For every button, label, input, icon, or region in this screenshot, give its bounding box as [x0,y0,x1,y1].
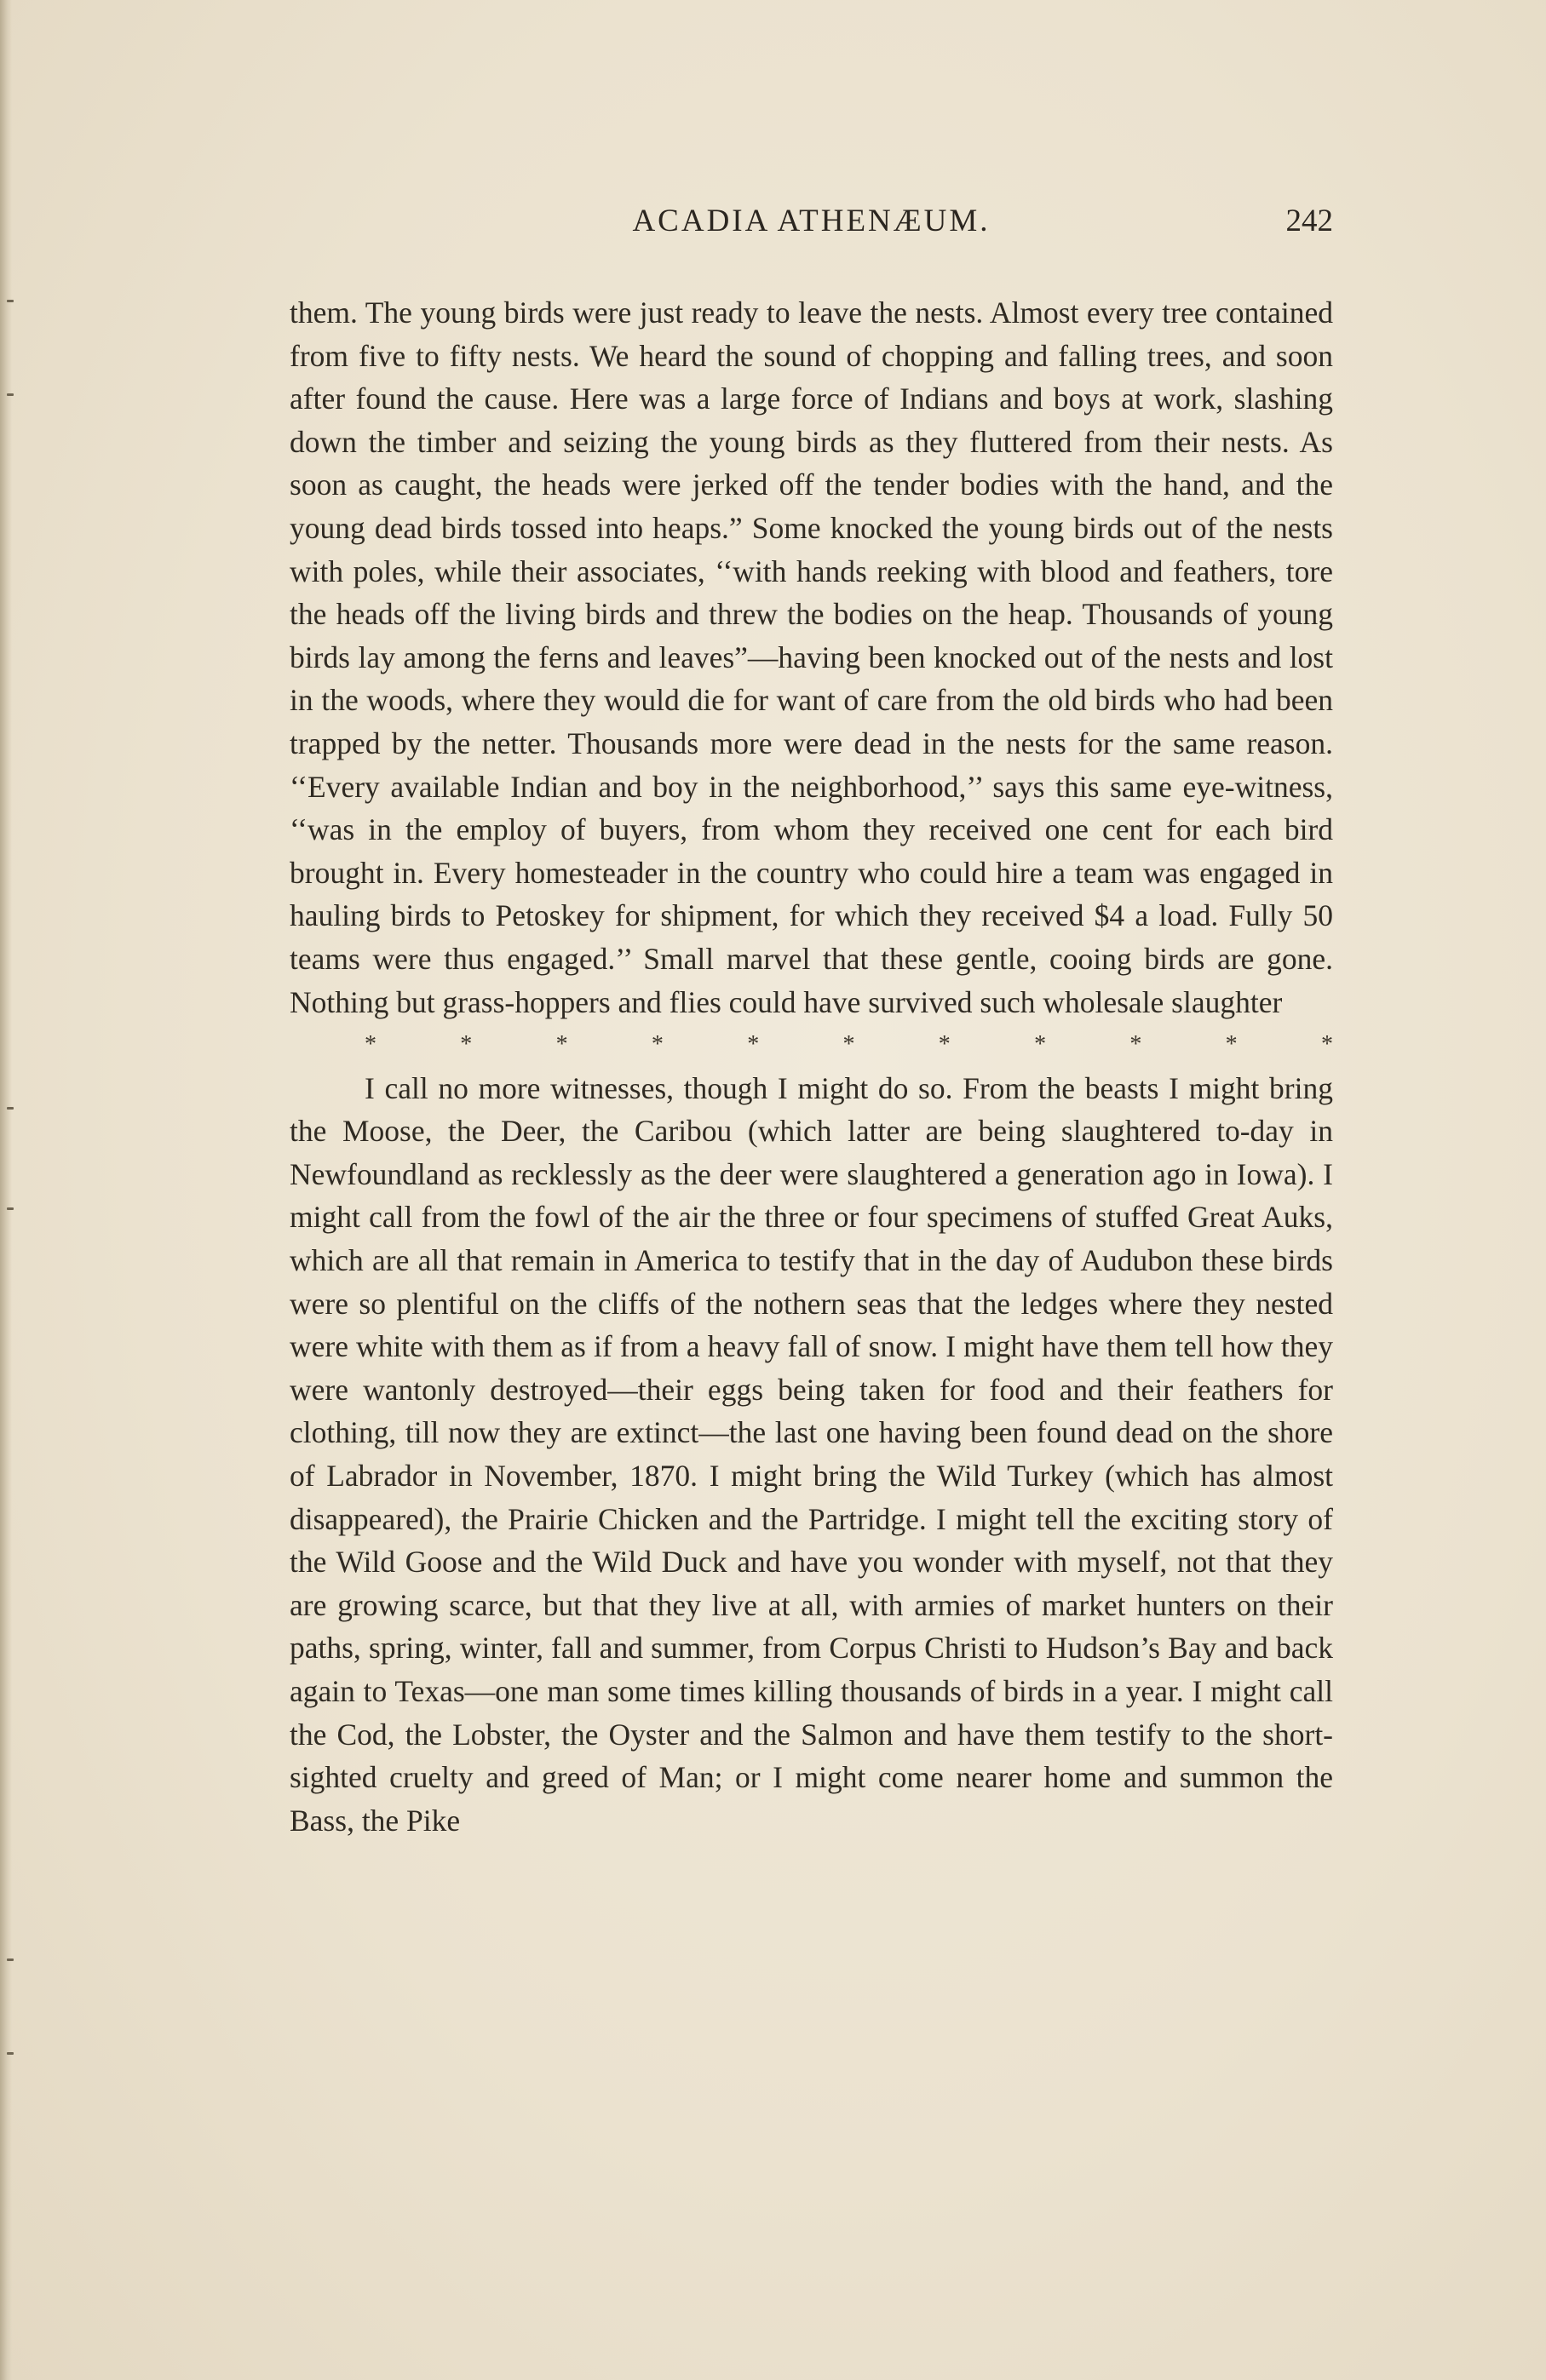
asterisk: * [1129,1031,1142,1058]
asterisk: * [1034,1031,1047,1058]
asterisk: * [555,1031,568,1058]
asterisk: * [365,1031,376,1058]
edge-mark [7,2052,14,2055]
asterisk: * [1225,1031,1238,1058]
asterisk: * [842,1031,855,1058]
asterisk: * [460,1031,473,1058]
edge-mark [7,300,14,302]
paragraph-continued: them. The young birds were just ready to leave the nests. Almost every tree contained from five to fifty nests. We heard the sound of chopping and falling trees, and soon after found the cause. Here was a large force of Indians and boys at work, slashing down the timber and seizing the young birds as they fluttered from their nests. As soon as caught, the heads were jerked off the tender bodies with the hand, and the young dead birds tossed into heaps.” Some knocked the young birds out of the nests with poles, while their associates, ‘‘with hands reeking with blood and feathers, tore the heads off the living birds and threw the bodies on the heap. Thousands of young birds lay among the ferns and leaves”—having been knocked out of the nests and lost in the woods, where they would die for want of care from the old birds who had been trapped by the netter. Thousands more were dead in the nests for the same reason. ‘‘Every available Indian and boy in the neighborhood,’’ says this same eye-witness, ‘‘was in the employ of buyers, from whom they received one cent for each bird brought in. Every homesteader in the country who could hire a team was engaged in hauling birds to Petoskey for shipment, for which they received $4 a load. Fully 50 teams were thus engaged.’’ Small marvel that these gentle, cooing birds are gone. Nothing but grass-hoppers and flies could have survived such wholesale slaughter [290,295,1333,1019]
asterisk: * [651,1031,664,1058]
running-head [290,203,1333,254]
paragraph: I call no more witnesses, though I might do so. From the beasts I might bring the Moose, the Deer, the Caribou (which latter are being slaughtered to-day in Newfoundland as recklessly as the deer were slaughtered a generation ago in Iowa). I might call from the fowl of the air the three or four specimens of stuffed Great Auks, which are all that remain in America to testify that in the day of Audubon these birds were so plentiful on the cliffs of the nothern seas that the ledges where they nested were white with them as if from a heavy fall of snow. I might have them tell how they were wantonly destroyed—their eggs being taken for food and their feathers for clothing, till now they are extinct—the last one having been found dead on the shore of Labrador in November, 1870. I might bring the Wild Turkey (which has almost disappeared), the Prairie Chicken and the Partridge. I might tell the exciting story of the Wild Goose and the Wild Duck and have you wonder with myself, not that they are growing scarce, but that they live at all, with armies of market hunters on their paths, spring, winter, fall and summer, from Corpus Christi to Hudson’s Bay and back again to Texas—one man some times killing thousands of birds in a year. I might call the Cod, the Lobster, the Oyster and the Salmon and have them testify to the short-sighted cruelty and greed of Man; or I might come nearer home and summon the Bass, the Pike [290,1070,1333,1838]
asterisk: * [747,1031,760,1058]
edge-mark [7,1107,14,1110]
edge-mark [7,1207,14,1210]
page-number: 242 [1285,204,1333,238]
section-separator [290,1024,1333,1067]
asterisk: * [1320,1031,1333,1058]
edge-mark [7,393,14,396]
edge-mark [7,1958,14,1961]
article-text [290,291,1333,1842]
journal-title: ACADIA ATHENÆUM. [632,204,991,238]
asterisk: * [938,1031,951,1058]
binding-edge [0,0,12,2380]
